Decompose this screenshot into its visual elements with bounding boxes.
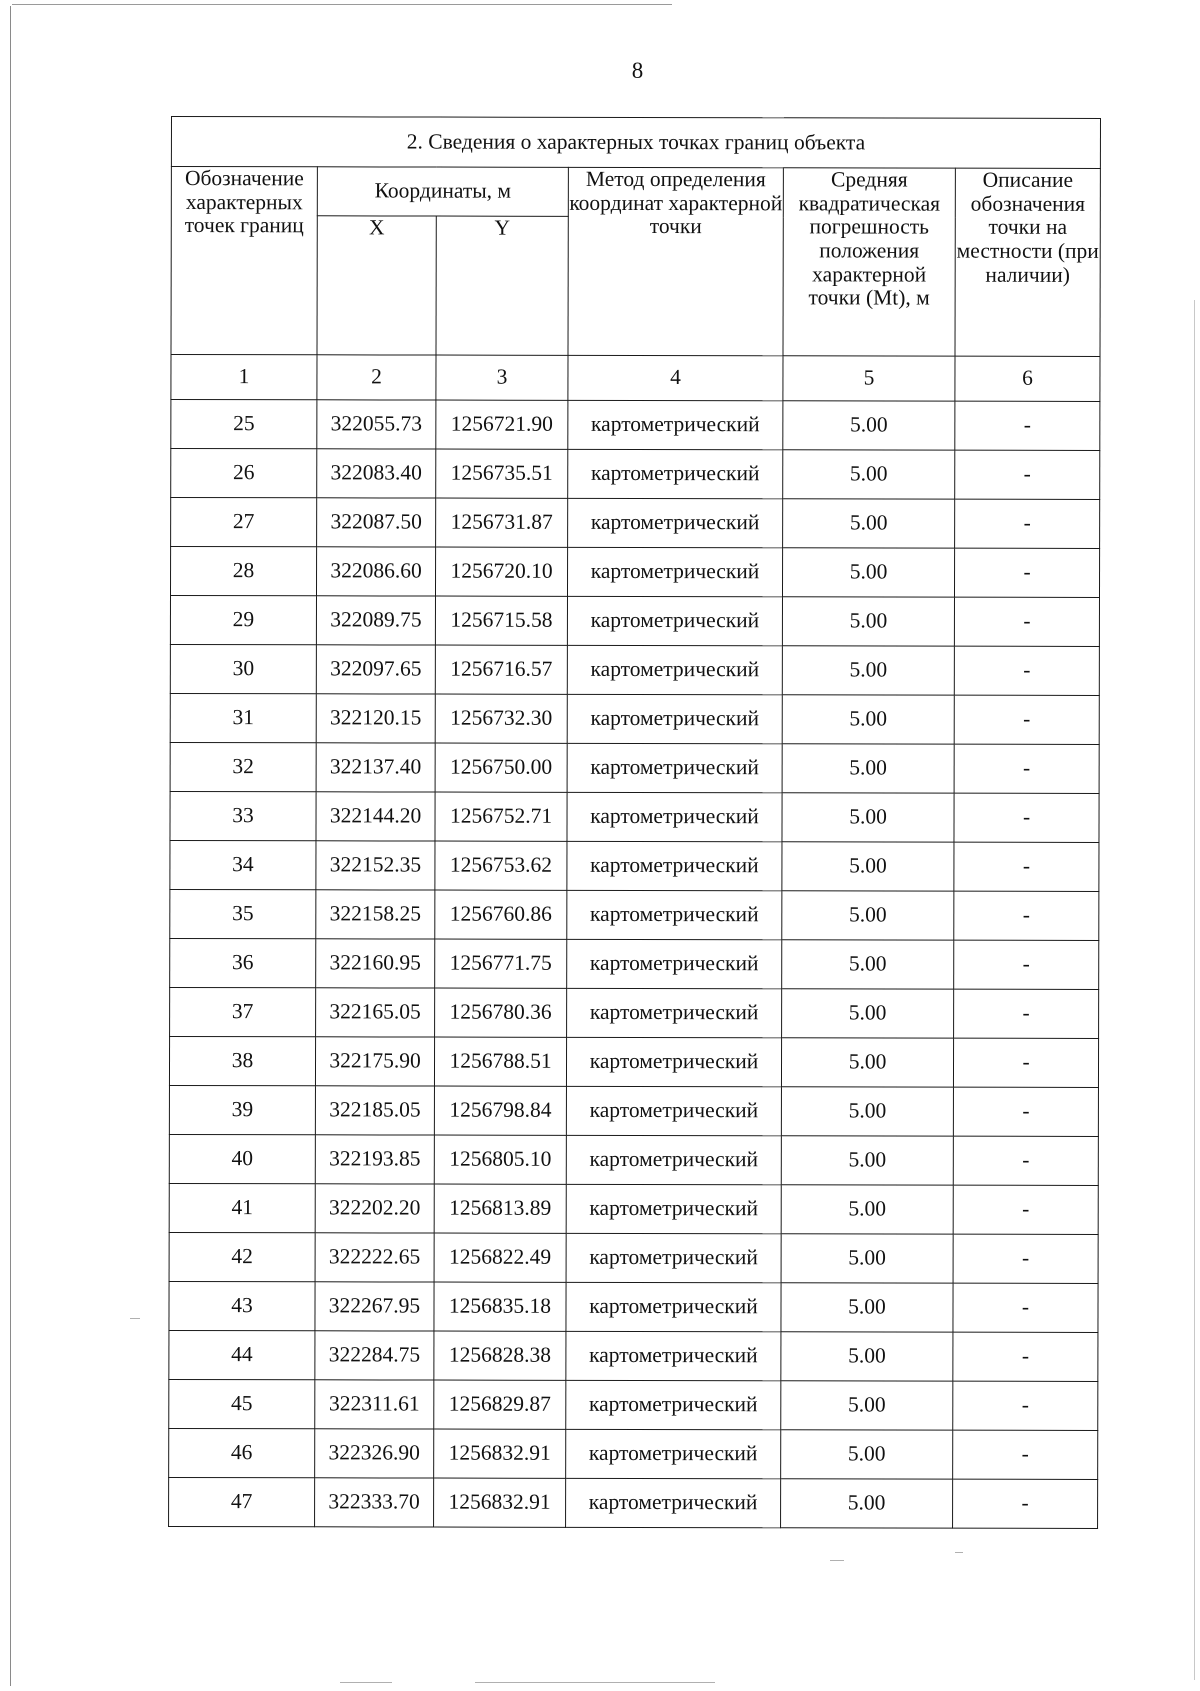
cell-error: 5.00: [782, 989, 954, 1038]
table-row: [170, 596, 1099, 647]
cell-error: 5.00: [783, 450, 955, 499]
cell-description: -: [953, 1087, 1098, 1136]
scan-border-left: [10, 6, 11, 1686]
cell-method: картометрический: [566, 1233, 781, 1282]
cell-point: 25: [171, 400, 317, 449]
column-number: 5: [783, 356, 955, 401]
cell-y: 1256771.75: [435, 939, 567, 988]
cell-point: 29: [170, 596, 316, 645]
cell-error: 5.00: [782, 891, 954, 940]
scan-mark: [340, 1682, 392, 1683]
cell-method: картометрический: [568, 400, 783, 449]
cell-error: 5.00: [783, 401, 955, 450]
cell-description: -: [953, 1038, 1098, 1087]
scan-border-right: [1194, 300, 1195, 1680]
cell-point: 30: [170, 644, 316, 693]
cell-point: 39: [169, 1085, 315, 1134]
header-row: [171, 167, 1100, 218]
cell-point: 43: [169, 1281, 315, 1330]
boundary-points-table: [168, 116, 1101, 1529]
cell-x: 322311.61: [315, 1380, 434, 1429]
header-method: Метод определения координат характерной точки: [568, 167, 783, 355]
cell-description: -: [953, 1479, 1098, 1528]
cell-method: картометрический: [566, 1184, 781, 1233]
cell-error: 5.00: [783, 499, 955, 548]
cell-point: 40: [169, 1134, 315, 1183]
header-designation: Обозначение характерных точек границ: [171, 167, 317, 355]
column-number: 1: [171, 355, 317, 400]
cell-y: 1256752.71: [435, 792, 567, 841]
cell-point: 26: [171, 449, 317, 498]
scan-mark: [130, 1318, 140, 1319]
cell-error: 5.00: [782, 548, 954, 597]
cell-error: 5.00: [782, 744, 954, 793]
table-row: [169, 1379, 1098, 1430]
cell-method: картометрический: [567, 841, 782, 890]
page-number: 8: [631, 58, 644, 83]
cell-error: 5.00: [781, 1087, 953, 1136]
cell-x: 322083.40: [317, 449, 436, 498]
table-row: [169, 1477, 1098, 1528]
cell-method: картометрический: [567, 547, 782, 596]
cell-description: -: [954, 989, 1099, 1038]
cell-x: 322120.15: [316, 694, 435, 743]
cell-method: картометрический: [568, 498, 783, 547]
cell-description: -: [954, 940, 1099, 989]
cell-description: -: [954, 744, 1099, 793]
cell-description: -: [953, 1430, 1098, 1479]
cell-method: картометрический: [566, 1380, 781, 1429]
cell-description: -: [953, 1136, 1098, 1185]
cell-point: 34: [170, 840, 316, 889]
cell-description: -: [955, 450, 1100, 499]
cell-error: 5.00: [782, 842, 954, 891]
cell-x: 322086.60: [316, 547, 435, 596]
cell-x: 322144.20: [316, 792, 435, 841]
cell-error: 5.00: [781, 1234, 953, 1283]
cell-error: 5.00: [782, 597, 954, 646]
header-x: X: [317, 216, 436, 355]
header-description: Описание обозначения точки на местности (при наличии): [955, 168, 1100, 356]
cell-error: 5.00: [782, 793, 954, 842]
cell-x: 322202.20: [315, 1184, 434, 1233]
column-number: 3: [436, 355, 568, 400]
cell-error: 5.00: [782, 646, 954, 695]
table-row: [170, 742, 1099, 793]
cell-y: 1256835.18: [434, 1282, 566, 1331]
table-row: [170, 987, 1099, 1038]
cell-x: 322267.95: [315, 1282, 434, 1331]
cell-x: 322175.90: [315, 1037, 434, 1086]
cell-x: 322152.35: [316, 841, 435, 890]
cell-description: -: [954, 793, 1099, 842]
cell-point: 27: [171, 498, 317, 547]
cell-error: 5.00: [781, 1381, 953, 1430]
cell-point: 42: [169, 1232, 315, 1281]
header-error: Средняя квадратическая погрешность положения характерной точки (Mt), м: [783, 168, 955, 356]
table-title-row: [171, 117, 1100, 169]
header-y: Y: [436, 216, 568, 355]
cell-error: 5.00: [781, 1283, 953, 1332]
cell-method: картометрический: [567, 988, 782, 1037]
cell-point: 32: [170, 742, 316, 791]
table-row: [170, 938, 1099, 989]
cell-method: картометрический: [566, 1429, 781, 1478]
cell-x: 322222.65: [315, 1233, 434, 1282]
cell-x: 322333.70: [315, 1478, 434, 1527]
cell-point: 41: [169, 1183, 315, 1232]
cell-method: картометрический: [567, 645, 782, 694]
cell-y: 1256798.84: [434, 1086, 566, 1135]
cell-description: -: [955, 499, 1100, 548]
cell-y: 1256716.57: [435, 645, 567, 694]
table-row: [171, 449, 1100, 500]
table-row: [169, 1134, 1098, 1185]
cell-error: 5.00: [782, 940, 954, 989]
cell-x: 322055.73: [317, 400, 436, 449]
cell-description: -: [954, 548, 1099, 597]
cell-description: -: [953, 1332, 1098, 1381]
cell-point: 47: [169, 1477, 315, 1526]
cell-method: картометрический: [567, 596, 782, 645]
cell-x: 322160.95: [316, 939, 435, 988]
cell-y: 1256721.90: [436, 400, 568, 449]
cell-method: картометрический: [566, 1282, 781, 1331]
cell-description: -: [954, 597, 1099, 646]
cell-x: 322097.65: [316, 645, 435, 694]
cell-error: 5.00: [781, 1038, 953, 1087]
cell-x: 322137.40: [316, 743, 435, 792]
cell-method: картометрический: [567, 939, 782, 988]
cell-x: 322089.75: [316, 596, 435, 645]
table-body: [169, 400, 1100, 1529]
cell-method: картометрический: [568, 449, 783, 498]
cell-method: картометрический: [566, 1037, 781, 1086]
table-row: [170, 840, 1099, 891]
cell-method: картометрический: [566, 1478, 781, 1527]
cell-y: 1256788.51: [434, 1037, 566, 1086]
cell-point: 37: [170, 987, 316, 1036]
cell-y: 1256720.10: [435, 547, 567, 596]
cell-y: 1256715.58: [435, 596, 567, 645]
column-numbers-row: [171, 355, 1100, 402]
cell-x: 322193.85: [315, 1135, 434, 1184]
cell-error: 5.00: [781, 1136, 953, 1185]
cell-error: 5.00: [782, 695, 954, 744]
table-row: [170, 693, 1099, 744]
cell-y: 1256760.86: [435, 890, 567, 939]
cell-method: картометрический: [567, 890, 782, 939]
cell-point: 28: [170, 547, 316, 596]
cell-point: 31: [170, 693, 316, 742]
cell-y: 1256750.00: [435, 743, 567, 792]
column-number: 4: [568, 355, 783, 400]
cell-y: 1256832.91: [434, 1478, 566, 1527]
table-title: 2. Сведения о характерных точках границ объекта: [171, 117, 1100, 169]
cell-y: 1256732.30: [435, 694, 567, 743]
table-row: [169, 1232, 1098, 1283]
cell-error: 5.00: [781, 1332, 953, 1381]
table-row: [171, 400, 1100, 451]
cell-point: 44: [169, 1330, 315, 1379]
cell-y: 1256828.38: [434, 1331, 566, 1380]
scan-mark: [830, 1560, 844, 1561]
table-row: [169, 1085, 1098, 1136]
cell-point: 45: [169, 1379, 315, 1428]
cell-x: 322087.50: [317, 498, 436, 547]
cell-y: 1256832.91: [434, 1429, 566, 1478]
scan-border-top: [12, 4, 672, 5]
cell-point: 35: [170, 889, 316, 938]
scan-mark: [955, 1552, 963, 1553]
cell-y: 1256805.10: [434, 1135, 566, 1184]
cell-y: 1256735.51: [436, 449, 568, 498]
cell-method: картометрический: [566, 1331, 781, 1380]
table-row: [169, 1036, 1098, 1087]
column-number: 2: [317, 355, 436, 400]
cell-x: 322165.05: [316, 988, 435, 1037]
cell-method: картометрический: [567, 694, 782, 743]
cell-x: 322158.25: [316, 890, 435, 939]
table-row: [169, 1281, 1098, 1332]
cell-method: картометрический: [566, 1086, 781, 1135]
table-row: [170, 889, 1099, 940]
cell-description: -: [953, 1234, 1098, 1283]
cell-point: 36: [170, 938, 316, 987]
cell-error: 5.00: [781, 1185, 953, 1234]
cell-description: -: [954, 646, 1099, 695]
cell-description: -: [955, 401, 1100, 450]
cell-y: 1256731.87: [436, 498, 568, 547]
header-coordinates: Координаты, м: [317, 167, 568, 217]
table-row: [169, 1330, 1098, 1381]
cell-description: -: [953, 1283, 1098, 1332]
cell-point: 46: [169, 1428, 315, 1477]
cell-error: 5.00: [781, 1430, 953, 1479]
cell-x: 322284.75: [315, 1331, 434, 1380]
table-row: [170, 547, 1099, 598]
cell-point: 38: [169, 1036, 315, 1085]
cell-error: 5.00: [781, 1479, 953, 1528]
cell-y: 1256813.89: [434, 1184, 566, 1233]
cell-y: 1256780.36: [435, 988, 567, 1037]
cell-description: -: [954, 842, 1099, 891]
column-number: 6: [955, 356, 1100, 401]
cell-description: -: [953, 1381, 1098, 1430]
cell-point: 33: [170, 791, 316, 840]
table-row: [170, 791, 1099, 842]
cell-description: -: [954, 695, 1099, 744]
cell-y: 1256822.49: [434, 1233, 566, 1282]
cell-x: 322185.05: [315, 1086, 434, 1135]
cell-x: 322326.90: [315, 1429, 434, 1478]
scan-mark: [475, 1682, 715, 1683]
table-row: [169, 1183, 1098, 1234]
table-row: [169, 1428, 1098, 1479]
table-row: [170, 644, 1099, 695]
cell-method: картометрический: [567, 792, 782, 841]
cell-method: картометрический: [566, 1135, 781, 1184]
cell-description: -: [954, 891, 1099, 940]
cell-y: 1256753.62: [435, 841, 567, 890]
table-row: [171, 498, 1100, 549]
cell-y: 1256829.87: [434, 1380, 566, 1429]
cell-description: -: [953, 1185, 1098, 1234]
cell-method: картометрический: [567, 743, 782, 792]
